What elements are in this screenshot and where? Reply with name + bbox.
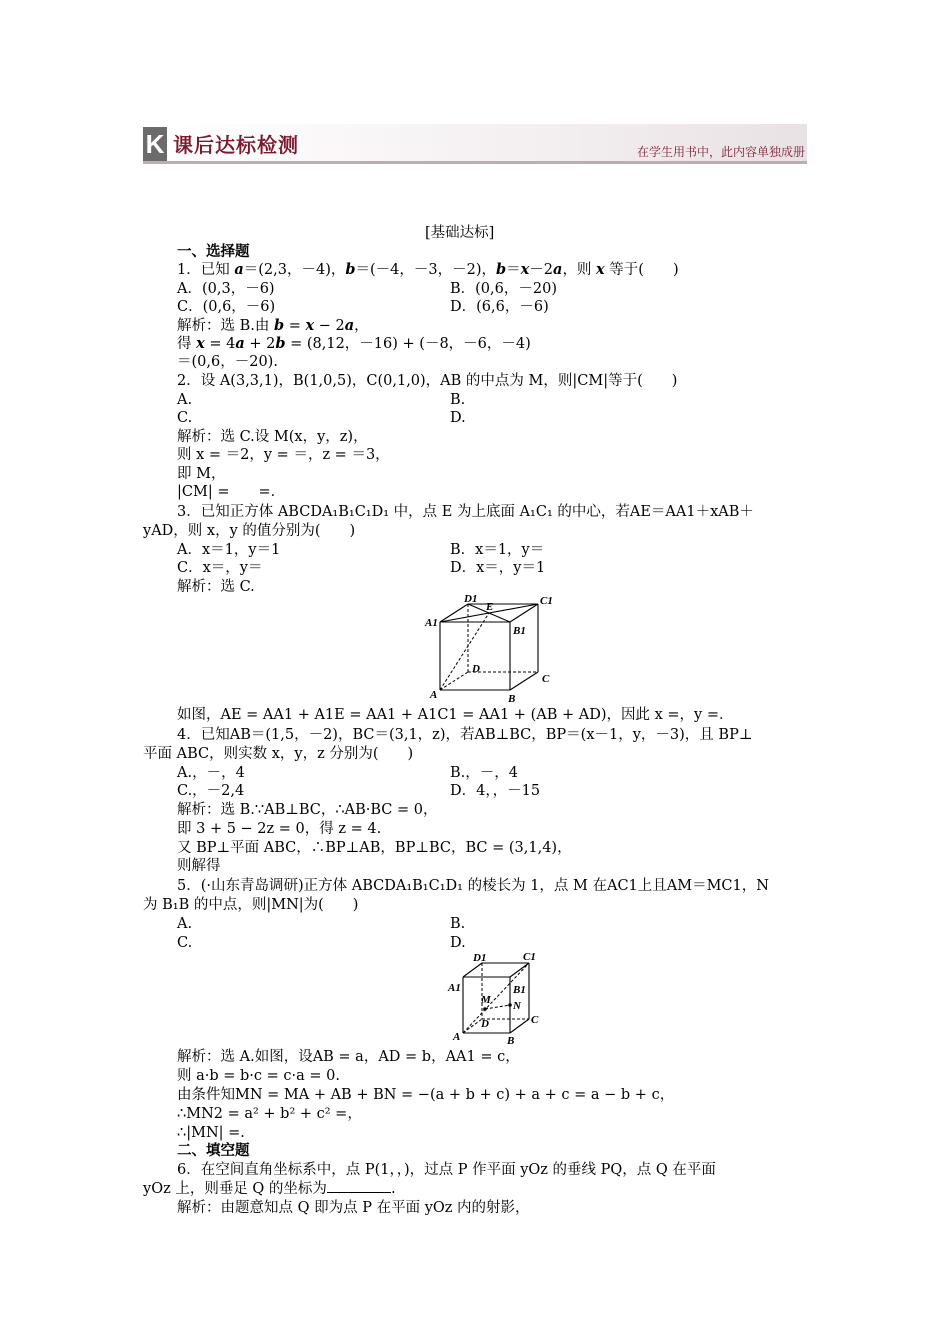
fig2-label-d: D [481, 1018, 489, 1030]
q4-solution-line2: 即 3 + 5 − 2z = 0，得 z = 4. [177, 821, 382, 837]
part-heading-choice: 一、选择题 [177, 243, 250, 260]
fig2-label-a: A [453, 1031, 461, 1043]
fig2-label-c1: C1 [523, 951, 536, 963]
question-4-stem-line2: 平面 ABC，则实数 x，y，z 分别为( ) [143, 746, 414, 762]
fig1-label-d1: D1 [464, 593, 478, 605]
q2-solution-line4: |CM| = =． [177, 484, 286, 500]
q5-solution-line1: 解析：选 A.如图，设AB = a，AD = b，AA1 = c， [177, 1049, 520, 1065]
q5-solution-line3: 由条件知MN = MA + AB + BN = −(a + b + c) + a + c = a − b + c， [177, 1087, 675, 1103]
question-3-stem-line1: 3．已知正方体 ABCDA₁B₁C₁D₁ 中，点 E 为上底面 A₁C₁ 的中心，若AE＝AA1＋xAB＋ [177, 504, 754, 520]
question-4-stem-line1: 4．已知AB＝(1,5，－2)，BC＝(3,1，z)，若AB⊥BC，BP＝(x－1，y，－3)，且 BP⊥ [177, 727, 753, 743]
fig1-label-b: B [508, 693, 516, 704]
q3-option-c: C．x＝，y＝ [177, 560, 263, 576]
q4-solution-line1: 解析：选 B.∵AB⊥BC，∴AB·BC = 0， [177, 802, 438, 818]
q1-option-a: A．(0,3，－6) [177, 281, 275, 297]
q3-solution-line2: 如图，AE = AA1 + A1E = AA1 + A1C1 = AA1 + (AB + AD)，因此 x =，y =． [177, 707, 734, 723]
fig2-label-c: C [531, 1014, 539, 1026]
fig1-label-c: C [542, 673, 550, 685]
q1-option-c: C．(0,6，－6) [177, 299, 276, 315]
q5-option-c: C. [177, 935, 193, 951]
q4-option-b: B.，－，4 [450, 765, 518, 781]
q4-option-c: C.，－2,4 [177, 783, 245, 799]
question-6-stem-line2: yOz 上，则垂足 Q 的坐标为 . [143, 1181, 396, 1197]
fig1-label-b1: B1 [513, 625, 526, 637]
q4-solution-line4: 则解得 [177, 858, 221, 874]
q1-solution-line2: 得 x = 4a + 2b = (8,12，－16) + (－8，－6，－4) [177, 335, 531, 352]
fig2-label-m: M [481, 994, 491, 1006]
q3-option-a: A．x＝1，y＝1 [177, 542, 281, 558]
section-title: [基础达标] [425, 225, 495, 241]
fig1-label-c1: C1 [540, 595, 553, 607]
q4-solution-line3: 又 BP⊥平面 ABC，∴BP⊥AB，BP⊥BC，BC = (3,1,4)， [177, 840, 572, 856]
answer-blank [327, 1180, 391, 1193]
cube-figure-1 [420, 592, 560, 704]
question-5-stem-line2: 为 B₁B 的中点，则|MN|为( ) [143, 897, 359, 913]
fig2-label-b1: B1 [513, 984, 526, 996]
fig1-label-a1: A1 [425, 617, 438, 629]
question-5-stem-line1: 5．(·山东青岛调研)正方体 ABCDA₁B₁C₁D₁ 的棱长为 1，点 M 在AC1上且AM＝MC1，N [177, 878, 769, 894]
fig1-label-d: D [472, 663, 480, 675]
part-heading-fill: 二、填空题 [177, 1142, 250, 1159]
q5-solution-line4: ∴MN2 = a² + b² + c² =， [177, 1106, 362, 1122]
q3-option-b: B．x＝1，y＝ [450, 542, 545, 558]
question-1-stem: 1．已知 a＝(2,3，－4)，b＝(－4，－3，－2)，b＝x－2a，则 x 等于( ) [177, 261, 679, 278]
q1-solution-line1: 解析：选 B.由 b = x − 2a， [177, 317, 369, 334]
q2-solution-line2: 则 x = ＝2，y = ＝，z = ＝3， [177, 447, 390, 463]
q2-option-a: A. [177, 392, 193, 408]
q5-solution-line2: 则 a·b = b·c = c·a = 0. [177, 1068, 340, 1084]
q6-solution-line1: 解析：由题意知点 Q 即为点 P 在平面 yOz 内的射影， [177, 1200, 530, 1216]
q2-option-c: C. [177, 410, 193, 426]
question-3-stem-line2: yAD，则 x，y 的值分别为( ) [143, 523, 356, 539]
fig1-label-e: E [486, 601, 494, 613]
q3-option-d: D．x＝，y＝1 [450, 560, 546, 576]
fig2-label-a1: A1 [448, 982, 461, 994]
banner-note: 在学生用书中，此内容单独成册 [636, 145, 805, 159]
banner-k-logo: K [143, 127, 167, 161]
q1-solution-line3: ＝(0,6，－20). [177, 354, 278, 370]
q2-solution-line3: 即 M， [177, 466, 226, 482]
banner-rule [143, 161, 807, 164]
q5-option-d: D. [450, 935, 466, 951]
section-banner [143, 124, 807, 168]
fig2-label-d1: D1 [473, 952, 487, 964]
question-6-stem-line1: 6．在空间直角坐标系中，点 P(1，，)，过点 P 作平面 yOz 的垂线 PQ，点 Q 在平面 [177, 1162, 716, 1178]
q5-solution-line5: ∴|MN| =. [177, 1125, 245, 1141]
q2-option-b: B. [450, 392, 466, 408]
fig1-label-a: A [430, 689, 438, 701]
cube-figure-2 [443, 949, 553, 1045]
fig2-label-b: B [507, 1035, 515, 1045]
q4-option-d: D．4，，－15 [450, 783, 541, 799]
q1-option-b: B．(0,6，－20) [450, 281, 557, 297]
question-2-stem: 2．设 A(3,3,1)，B(1,0,5)，C(0,1,0)，AB 的中点为 M，则|CM|等于( ) [177, 373, 678, 389]
q5-option-b: B. [450, 916, 466, 932]
q4-option-a: A.，－，4 [177, 765, 245, 781]
q3-solution-line1: 解析：选 C. [177, 579, 255, 595]
q1-option-d: D．(6,6，－6) [450, 299, 549, 315]
banner-title: 课后达标检测 [173, 133, 299, 157]
q2-option-d: D. [450, 410, 466, 426]
q5-option-a: A. [177, 916, 193, 932]
q2-solution-line1: 解析：选 C.设 M(x，y，z)， [177, 429, 368, 445]
fig2-label-n: N [513, 1000, 521, 1012]
